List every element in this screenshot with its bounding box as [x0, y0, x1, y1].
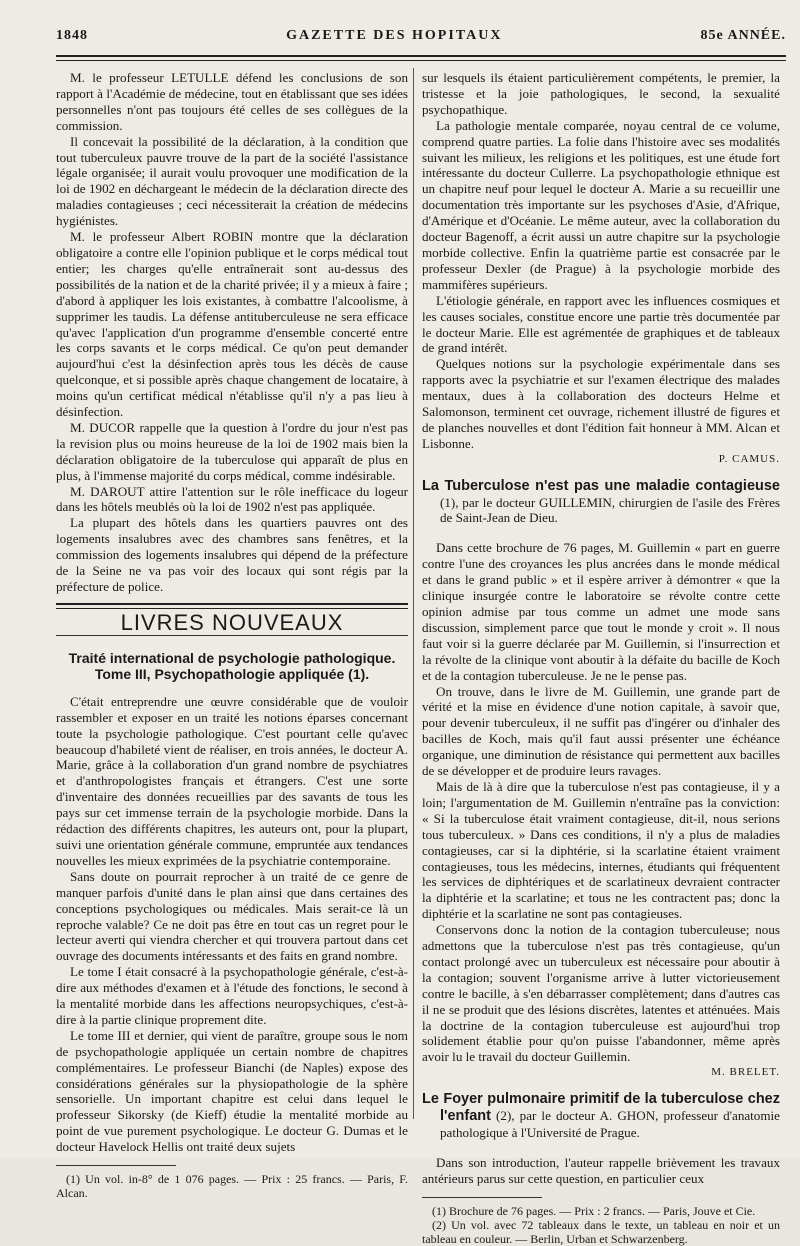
footnote-rule — [56, 1165, 176, 1166]
paragraph: La plupart des hôtels dans les quartiers pauvres ont des logements insalubres avec des chambres sans fenêtres, et la commission des logements insalubres qui dépend de la préfecture de la Seine ne va pas voir des locaux qui sont régis par la préfecture de police. — [56, 515, 408, 594]
running-head — [56, 28, 786, 52]
review-heading — [422, 478, 780, 527]
reviewer-signature: P. CAMUS. — [718, 452, 780, 465]
paragraph: M. DUCOR rappelle que la question à l'ordre du jour n'est pas la revision plus ou moins heureuse de la loi de 1902 mais bien la déclaration obligatoire de la tuberculose qui apparaît de plus en plus, à l'immense majorité du corps médical, comme indésirable. — [56, 419, 408, 483]
paragraph: M. le professeur Albert ROBIN montre que la déclaration obligatoire a contre elle l'opinion publique et le corps médical tout entier; les charges qu'elle entraînerait sont au-dessus des possibilités de la nation et de la charité privée; il y a mieux à faire ; d'abord à appliquer les lois existantes, à combattre l'alcoolisme, à supprimer les taudis. La défense antituberculeuse ne sera efficace qu'avec l'application d'un programme d'ensemble concerté entre les corps savants et le corps médical. Ce qu'on peut demander aujourd'hui c'est la désinfection après tous les décès de cause quelconque, et si possible après chaque changement de locataire, à moins qu'un certificat médical n'établisse qu'il n'y a pas lieu à désinfection. — [56, 229, 408, 420]
volume-year: 85e ANNÉE. — [700, 28, 786, 43]
book-subtitle-line: Tome III, Psychopathologie appliquée (1). — [94, 665, 370, 682]
paragraph: Conservons donc la notion de la contagion tuberculeuse; nous admettons que la tuberculose n'est pas très contagieuse, qu'un contact prolongé avec un tuberculeux est nécessaire pour aboutir à la contagion; souvent l'organisme arrive à lutter victorieusement contre le bacille, à s'en débarrasser complètement; dans d'autres cas il ne se produit que des lésions discrètes, latentes et atténuées. Mais la doctrine de la contagion tuberculeuse est aujourd'hui trop solidement établie pour qu'on puisse l'abandonner, même après avoir lu le travail du docteur Guillemin. — [422, 922, 780, 1065]
paragraph: Mais de là à dire que la tuberculose n'est pas contagieuse, il y a loin; l'argumentation de M. Guillemin n'entraîne pas la conviction: « Si la tuberculose était vraiment contagieuse, dit-il, nous serions tous tuberculeux. » Dans ces conditions, il n'y a plus de maladies contagieuses, car si la diphtérie, si la scarlatine étaient vraiment contagieuses, tous les médecins, internes, étudiants qui fréquentent les services de diphtériques et de scarlatineux devraient contracter la diphtérie et la scarlatine; et tous ne les contractent pas; donc la diphtérie et la scarlatine ne sont pas contagieuses. — [422, 778, 780, 922]
header-rule — [56, 55, 786, 61]
right-column — [422, 70, 780, 1246]
review-book-details: (1), par le docteur GUILLEMIN, chirurgien de l'asile des Frères de Saint-Jean de Dieu. — [440, 494, 780, 526]
paragraph: L'étiologie générale, en rapport avec les influences cosmiques et les causes sociales, constitue encore une partie très documentée par le docteur Marie. Elle est agrémentée de graphiques et de tableaux de grand intérêt. — [422, 292, 780, 356]
paragraph: La pathologie mentale comparée, noyau central de ce volume, comprend quatre parties. La folie dans l'histoire avec ses modalités suivant les milieux, les religions et les politiques, est une étude fort intéressante du docteur Cullerre. La psychopathologie ethnique est un chapitre neuf pour lequel le docteur A. Marie a su recueillir une documentation très importante sur les psychoses d'Asie, d'Afrique, d'Amérique et d'Océanie. Le même auteur, avec la collaboration du docteur Bagenoff, a écrit aussi un autre chapitre sur la psychologie morbide collective. Enfin la quatrième partie est consacrée par le professeur Dexler (de Prague) à la psychologie morbide des mammifères supérieurs. — [422, 117, 780, 292]
paragraph: M. DAROUT attire l'attention sur le rôle inefficace du logeur dans les hôtels meublés où la loi de 1902 n'est pas appliquée. — [56, 483, 408, 515]
review-book-title: La Tuberculose n'est pas une maladie contagieuse — [422, 477, 780, 494]
review-book-title: Le Foyer pulmonaire primitif de la tuberculose chez l'enfant — [422, 1091, 780, 1125]
journal-title: GAZETTE DES HOPITAUX — [286, 28, 503, 43]
paragraph: On trouve, dans le livre de M. Guillemin, une grande part de vérité et la mise en évidence d'une notion capitale, à savoir que, pour devenir tuberculeux, il ne suffit pas d'ingérer ou d'inhaler des bacilles de Koch, mais qu'il faut aussi présenter une échéance organique, une diminution de résistance qui permettent aux bacilles de se développer et de produire leurs ravages. — [422, 683, 780, 779]
paragraph: Le tome I était consacré à la psychopathologie générale, c'est-à-dire aux méthodes d'examen et à l'étude des fonctions, le second à la mentalité morbide dans les affections neuropsychiques, c'est-à-dire à la partie clinique proprement dite. — [56, 964, 408, 1027]
paragraph: Sans doute on pourrait reprocher à un traité de ce genre de manquer parfois d'unité dans le plan ainsi que dans certaines des conceptions psychologiques ou médicales. Mais serait-ce là un reproche valable? Ce ne doit pas être en tout cas un regret pour le lecteur averti qui viendra chercher et qui trouvera partout dans cet ouvrage des documents intéressants et des faits en grand nombre. — [56, 868, 408, 964]
paragraph: Le tome III et dernier, qui vient de paraître, groupe sous le nom de psychopathologie appliquée un certain nombre de chapitres complémentaires. Le professeur Bianchi (de Naples) expose des considérations générales sur la physiopathologie de la sphère sensorielle. Un important chapitre est celui dans lequel le professeur Sikorsky (de Kieff) étudie la mentalité morbide au point de vue purement psychologique. Le docteur G. Dumas et le docteur Havelock Hellis ont traité deux sujets — [56, 1027, 408, 1155]
column-divider — [413, 68, 414, 1119]
book-title — [56, 650, 408, 682]
paragraph: C'était entreprendre une œuvre considérable que de vouloir rassembler et exposer en un traité les notions éparses concernant toute la psychologie pathologique. C'est pourtant celle qu'avec beaucoup d'habileté vient de réaliser, en trois années, le docteur A. Marie, grâce à la collaboration d'un grand nombre de psychiatres et d'anthropologistes français et étrangers. C'est une sorte d'inventaire des données recueillies par des savants de tous les pays sur cet immense terrain de la psychologie morbide. Dans la rédaction des différents chapitres, les auteurs ont, pour la plupart, suivi une orientation générale commune, empruntée aux tendances nouvelles les mieux exprimées de la psychiatrie contemporaine. — [56, 693, 408, 868]
book-title-line: Traité international de psychologie pathologique. — [68, 649, 396, 666]
paragraph: Dans cette brochure de 76 pages, M. Guillemin « part en guerre contre l'une des croyances les plus ancrées dans le monde médical et dans le grand public » et il espère arriver à démontrer « que la clinique insurgée contre le laboratoire se révolte contre cette opinion admise par tous comme un admet une mode sans discussion, simplement parce que tout le monde y croit ». Il nous faut voir si la guerre déclarée par M. Guillemin, si l'insurrection et la révolte de la clinique vont aboutir à la défaite du bacille de Koch et de la contagion tuberculeuse. Je ne le pense pas. — [422, 540, 780, 683]
review-book-details: (2), par le docteur A. GHON, professeur d'anatomie pathologique à l'Université de Prague. — [440, 1108, 780, 1140]
paragraph: Quelques notions sur la psychologie expérimentale dans ses rapports avec la psychiatrie et sur l'examen électrique des malades mentaux, dues à la collaboration des docteurs Helme et Salomonson, terminent cet ouvrage, richement illustré de figures et de planches nouvelles et dont l'édition fait honneur à MM. Alcan et Lisbonne. — [422, 356, 780, 451]
paragraph: sur lesquels ils étaient particulièrement compétents, le premier, la tristesse et la joie pathologiques, le second, la sexualité psychopathique. — [422, 70, 780, 117]
left-column — [56, 70, 408, 1201]
paragraph: Il concevait la possibilité de la déclaration, à la condition que tout tuberculeux pauvre trouve de la part de la société l'assistance légale organisée; il aurait voulu provoquer une modification de la loi de 1902 en déchargeant le médecin de la déclaration directe des maladies contagieuses ; ceci nécessiterait la création de médecins hygiénistes. — [56, 133, 408, 229]
footnote: (1) Brochure de 76 pages. — Prix : 2 francs. — Paris, Jouve et Cie. — [432, 1203, 756, 1218]
page-number: 1848 — [56, 28, 88, 43]
review-heading — [422, 1091, 780, 1141]
section-title: LIVRES NOUVEAUX — [120, 609, 344, 635]
footnote: (2) Un vol. avec 72 tableaux dans le texte, un tableau en noir et un tableau en couleur. — Berlin, Urban et Schwarzenberg. — [422, 1217, 780, 1246]
footnote-rule — [422, 1197, 542, 1198]
section-rule — [56, 603, 408, 609]
section-underline — [56, 635, 408, 636]
paragraph: M. le professeur LETULLE défend les conclusions de son rapport à l'Académie de médecine, tout en établissant que ses idées personnelles n'ont pas toujours été celles de ses collègues de la commission. — [56, 70, 408, 133]
footnote: (1) Un vol. in-8° de 1 076 pages. — Prix : 25 francs. — Paris, F. Alcan. — [56, 1172, 408, 1201]
paragraph: Dans son introduction, l'auteur rappelle brièvement les travaux antérieurs parus sur cette question, en particulier ceux — [422, 1154, 780, 1186]
reviewer-signature: M. BRELET. — [711, 1066, 780, 1079]
